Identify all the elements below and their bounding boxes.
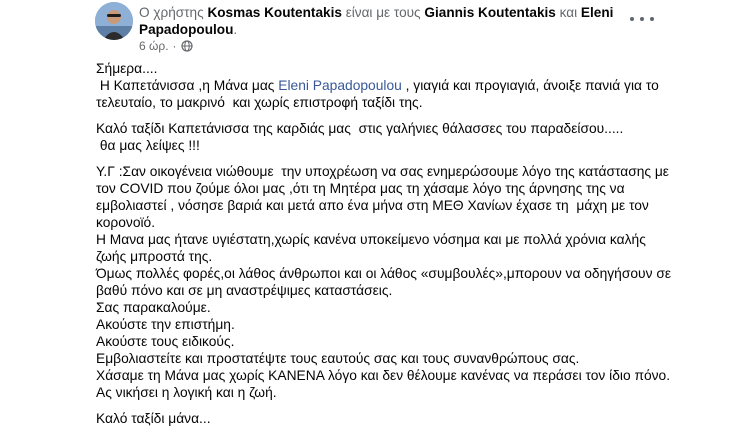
post-line: Εμβολιαστείτε και προστατέψτε τους εαυτούς σας και τους συνανθρώπους σας. — [96, 351, 580, 366]
more-dot — [650, 17, 654, 21]
post-line: εμβολιαστεί , νόσησε βαριά και μετά απο ένα μήνα στη ΜΕΘ Χανίων έχασε τη μάχη με τον — [96, 198, 649, 213]
post-line: Σας παρακαλούμε. — [96, 300, 211, 315]
post-text: , γιαγιά και προγιαγιά, άνοιξε πανιά για το — [401, 78, 659, 93]
post-line: Όμως πολλές φορές,οι λάθος άνθρωποι και οι λάθος «συμβουλές»,μπορουν να οδηγήσουν σε — [96, 266, 671, 281]
profile-avatar-image — [95, 2, 133, 40]
post-line: Σήμερα.... — [96, 61, 158, 76]
author-name[interactable]: Kosmas Koutentakis — [207, 5, 342, 20]
more-options-icon[interactable] — [630, 12, 654, 26]
more-dot — [640, 17, 644, 21]
post-line: τον COVID που ζούμε όλοι μας ,ότι τη Μητέρα μας τη χάσαμε λόγο της άρνησης της να — [96, 181, 625, 196]
tagged-user-2[interactable]: Eleni Papadopoulou — [139, 5, 614, 37]
post-text: Η Καπετάνισσα ,η Μάνα μας — [96, 78, 279, 93]
post-line: ζωής μπροστά της. — [96, 249, 213, 264]
header-prefix: Ο χρήστης — [139, 5, 204, 20]
post-line: τελευταίο, το μακρινό και χωρίς επιστροφή ταξίδι της. — [96, 95, 423, 110]
more-dot — [630, 17, 634, 21]
header-with-text: είναι με τους — [345, 5, 421, 20]
mention-link[interactable]: Eleni Papadopoulou — [278, 78, 402, 93]
post-line: θα μας λείψες !!! — [96, 138, 200, 153]
post-line: Ας νικήσει η λογική και η ζωή. — [96, 385, 277, 400]
post-line: Χάσαμε τη Μάνα μας χωρίς ΚΑΝΕΝΑ λόγο και δεν θέλουμε κανένας να περάσει τον ίδιο πόνο. — [96, 368, 671, 383]
globe-icon[interactable] — [181, 40, 193, 52]
post-line: Ακούστε την επιστήμη. — [96, 317, 235, 332]
header-end: . — [233, 22, 238, 37]
header-and-text: και — [559, 5, 578, 20]
post-line: κορονοϊό. — [96, 215, 156, 230]
post-line: βαθύ πόνο και σε μη αναστρέψιμες καταστάσεις. — [96, 283, 393, 298]
post-line: Υ.Γ :Σαν οικογένεια νιώθουμε την υποχρέωση να σας ενημερώσουμε λόγο της κατάστασης με — [96, 164, 669, 179]
meta-separator: · — [172, 39, 177, 53]
post-line — [96, 77, 676, 94]
post-header — [139, 4, 619, 38]
post-line: Καλό ταξίδι μάνα... — [96, 411, 211, 426]
post-line: Ακούστε τους ειδικούς. — [96, 334, 235, 349]
post-line: Καλό ταξίδι Καπετάνισσα της καρδιάς μας στις γαλήνιες θάλασσες του παραδείσου..... — [96, 121, 624, 136]
post-timestamp[interactable]: 6 ώρ. — [139, 39, 169, 53]
post-line: Η Μανα μας ήτανε υγιέστατη,χωρίς κανένα υποκείμενο νόσημα και με πολλά χρόνια καλής — [96, 232, 646, 247]
tagged-user-1[interactable]: Giannis Koutentakis — [424, 5, 556, 20]
post-meta — [139, 39, 193, 53]
post-body — [96, 60, 676, 427]
avatar[interactable] — [95, 2, 133, 40]
